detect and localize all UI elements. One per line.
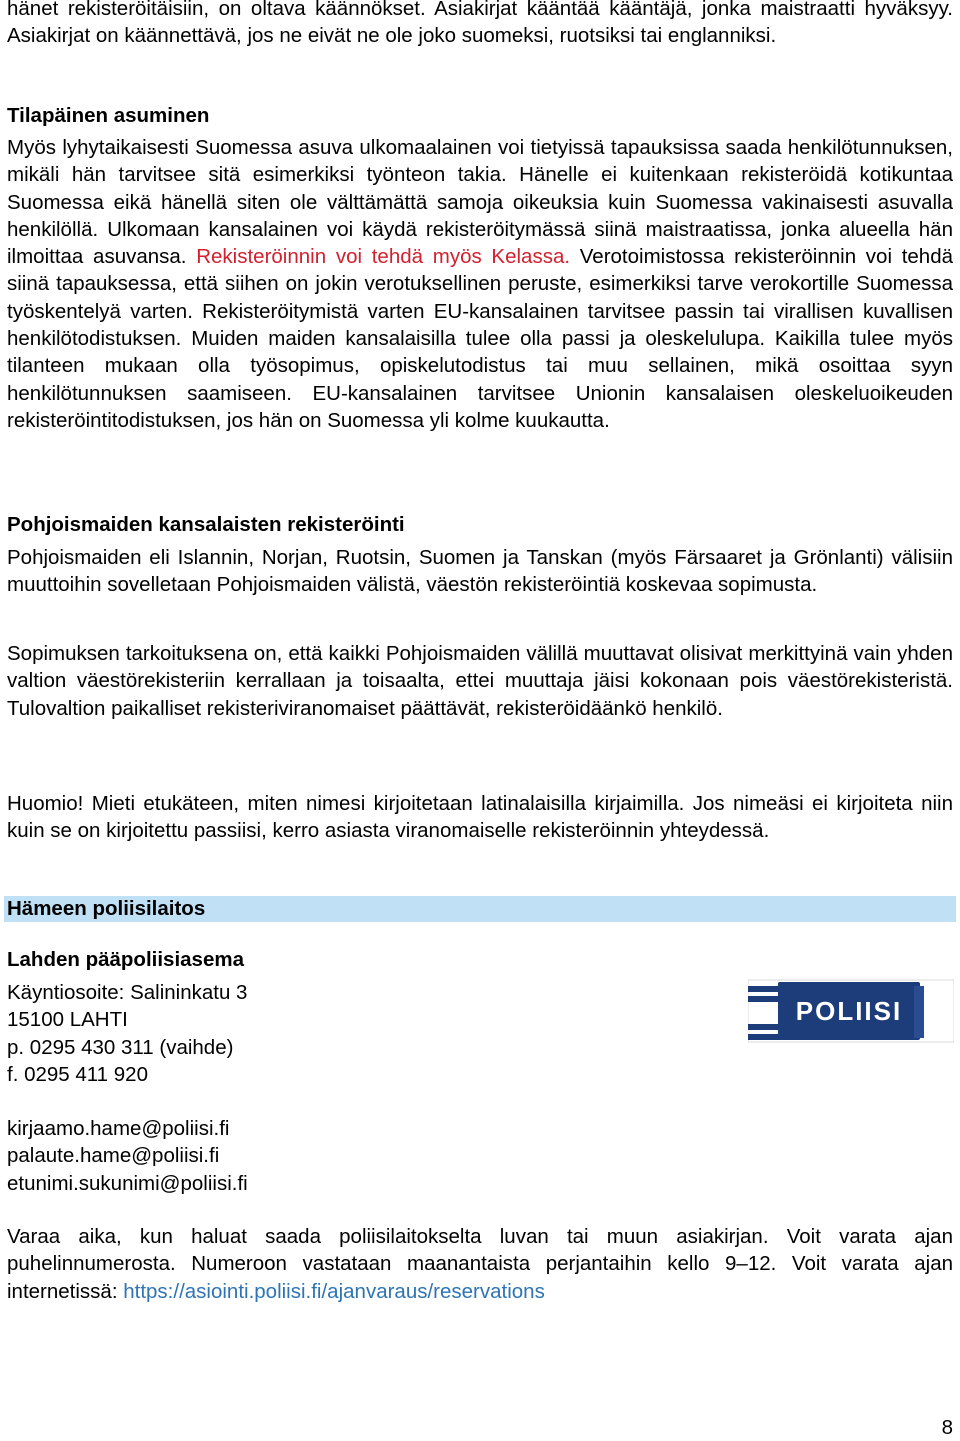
- kela-note: Rekisteröinnin voi tehdä myös Kelassa.: [196, 245, 571, 269]
- poliisi-logo: [748, 972, 954, 1052]
- section-heading-temporary: Tilapäinen asuminen: [7, 104, 210, 127]
- nordic-paragraph-1: Pohjoismaiden eli Islannin, Norjan, Ruotsin, Suomen ja Tanskan (myös Färsaaret ja Grönlanti) välisiin muuttoihin sovelletaan Pohjoismaiden välistä, väestön rekisteröintiä koskevaa sopimusta.: [7, 546, 953, 597]
- poliisi-logo-text: POLIISI: [795, 996, 903, 1026]
- name-note-paragraph: Huomio! Mieti etukäteen, miten nimesi kirjoitetaan latinalaisilla kirjaimilla. Jos nimeäsi ei kirjoiteta niin kuin se on kirjoitettu passiisi, kerro asiasta viranomaiselle rekisteröinnin yhteydessä.: [7, 792, 953, 843]
- police-department-title: Hämeen poliisilaitos: [7, 897, 206, 920]
- station-heading: Lahden pääpoliisiasema: [7, 948, 244, 971]
- temporary-paragraph: [7, 134, 953, 434]
- nordic-paragraph-2: Sopimuksen tarkoituksena on, että kaikki Pohjoismaiden välillä muuttavat olisivat merkittyinä vain yhden valtion väestörekisteriin kerrallaan ja toisaalta, ettei muuttaja jäisi kokonaan pois väestörekisteristä. Tulovaltion paikalliset rekisteriviranomaiset päättävät, rekisteröidäänkö henkilö.: [7, 642, 953, 720]
- station-contact: [7, 979, 607, 1088]
- temporary-text-b: Verotoimistossa rekisteröinnin voi tehdä siinä tapauksessa, että siihen on jokin verotuksellinen peruste, esimerkiksi tarve verokortille Suomessa työskentelyä varten. Rekisteröitymistä varten EU-kansalainen tarvitsee passin tai virallisen kuvallisen henkilötodistuksen. Muiden maiden kansalaisilla tulee olla passi ja oleskelulupa. Kaikilla tulee myös tilanteen mukaan olla työsopimus, opiskelutodistus tai muu sellainen, mikä osoittaa syyn henkilötunnuksen saamiseen. EU-kansalainen tarvitsee Unionin kansalaisen oleskeluoikeuden rekisteröintitodistuksen, jos hän on Suomessa yli kolme kuukautta.: [7, 245, 954, 432]
- page-number: 8: [941, 1416, 953, 1439]
- booking-link[interactable]: https://asiointi.poliisi.fi/ajanvaraus/reservations: [123, 1279, 545, 1303]
- temporary-text-a: Myös lyhytaikaisesti Suomessa asuva ulkomaalainen voi tietyissä tapauksissa saada henkilötunnuksen, mikäli hän tarvitsee sitä esimerkiksi työnteon takia. Hänelle ei kuitenkaan rekisteröidä kotikuntaa Suomessa eikä hänellä siten ole välttämättä samoja oikeuksia kuin Suomessa vakinaisesti asuvalla henkilöllä. Ulkomaan kansalainen voi käydä rekisteröitymässä siinä maistraatissa, jonka alueella hän ilmoittaa asuvansa.: [7, 136, 953, 269]
- fax-number: f. 0295 411 920: [7, 1062, 148, 1086]
- phone-number: p. 0295 430 311 (vaihde): [7, 1035, 234, 1059]
- booking-paragraph: [7, 1223, 953, 1305]
- police-department-bar: [4, 896, 956, 922]
- email-palaute[interactable]: palaute.hame@poliisi.fi: [7, 1144, 220, 1168]
- email-personal[interactable]: etunimi.sukunimi@poliisi.fi: [7, 1171, 248, 1195]
- station-emails: [7, 1115, 607, 1197]
- email-kirjaamo[interactable]: kirjaamo.hame@poliisi.fi: [7, 1117, 230, 1140]
- address-line-1: Käyntiosoite: Salininkatu 3: [7, 981, 248, 1004]
- intro-paragraph: hänet rekisteröitäisiin, on oltava käännökset. Asiakirjat kääntää kääntäjä, jonka maistraatti hyväksyy. Asiakirjat on käännettävä, jos ne eivät ne ole joko suomeksi, ruotsiksi tai englanniksi.: [7, 0, 953, 48]
- address-line-2: 15100 LAHTI: [7, 1008, 128, 1032]
- section-heading-nordic: Pohjoismaiden kansalaisten rekisteröinti: [7, 513, 405, 536]
- booking-text: Varaa aika, kun haluat saada poliisilaitokselta luvan tai muun asiakirjan. Voit varata ajan puhelinnumerosta. Numeroon vastataan maanantaista perjantaihin kello 9–12. Voit varata ajan internetissä:: [7, 1225, 953, 1303]
- poliisi-logo-graphic: [748, 972, 954, 1052]
